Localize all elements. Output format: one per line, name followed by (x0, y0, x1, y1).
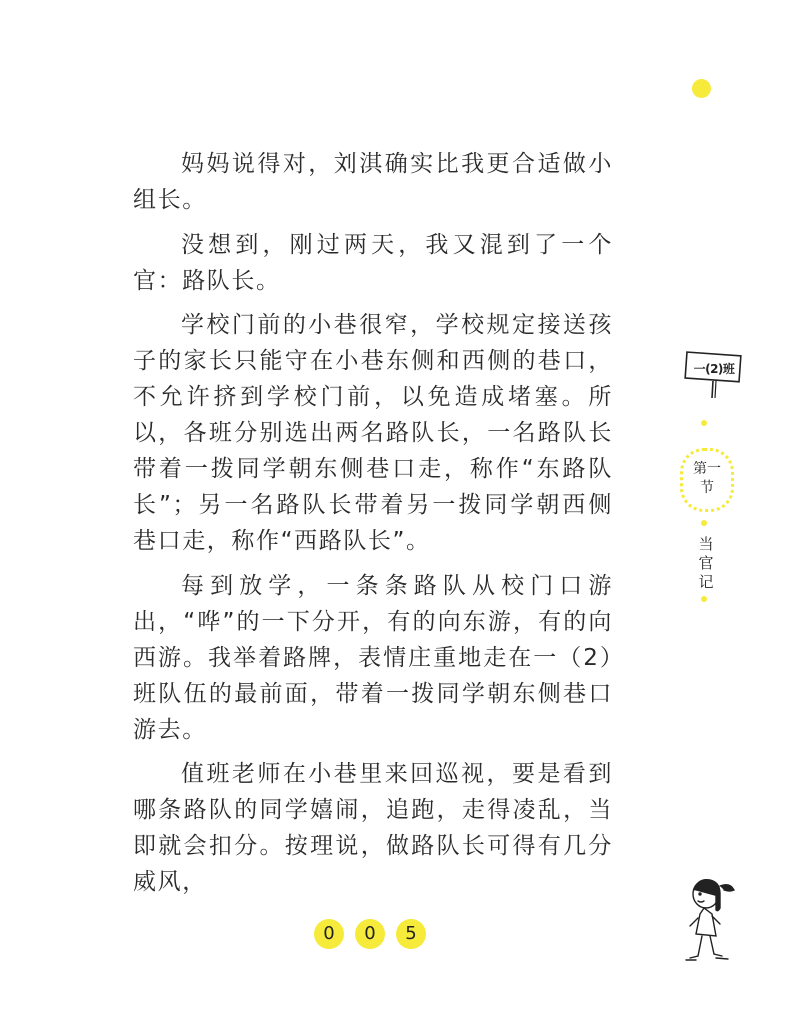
section-badge (680, 448, 734, 512)
chapter-title-char: 当 (698, 535, 714, 553)
page-number-digit: 5 (396, 919, 426, 949)
chapter-title-char: 官 (698, 554, 714, 572)
chapter-title-vertical (696, 535, 716, 592)
section-label-line2: 节 (700, 480, 714, 496)
corner-dot-decoration (692, 79, 711, 98)
paragraph-2: 没想到，刚过两天，我又混到了一个官：路队长。 (133, 231, 613, 294)
dot-decoration (701, 596, 707, 602)
dot-decoration (701, 520, 707, 526)
class-sign-illustration (684, 350, 746, 400)
dot-decoration (701, 420, 707, 426)
girl-illustration (676, 874, 746, 974)
page-number-digit: 0 (355, 919, 385, 949)
page-number-digit: 0 (314, 919, 344, 949)
section-label-line1: 第一 (693, 461, 721, 477)
sign-label: 一(2)班 (693, 362, 735, 376)
paragraph-1: 妈妈说得对，刘淇确实比我更合适做小组长。 (133, 151, 613, 213)
body-text (133, 146, 613, 909)
paragraph-5: 值班老师在小巷里来回巡视，要是看到哪条路队的同学嬉闹，追跑，走得凌乱，当即就会扣分。按理说，做路队长可得有几分威风， (133, 761, 613, 895)
paragraph-4: 每到放学，一条条路队从校门口游出，“哗”的一下分开，有的向东游，有的向西游。我举着路牌，表情庄重地走在一（2）班队伍的最前面，带着一拨同学朝东侧巷口游去。 (133, 572, 613, 743)
paragraph-3: 学校门前的小巷很窄，学校规定接送孩子的家长只能守在小巷东侧和西侧的巷口，不允许挤到学校门前，以免造成堵塞。所以，各班分别选出两名路队长，一名路队长带着一拨同学朝东侧巷口走，称作“东路队长”；另一名路队长带着另一拨同学朝西侧巷口走，称作“西路队长”。 (133, 312, 613, 554)
chapter-title-char: 记 (698, 573, 714, 591)
